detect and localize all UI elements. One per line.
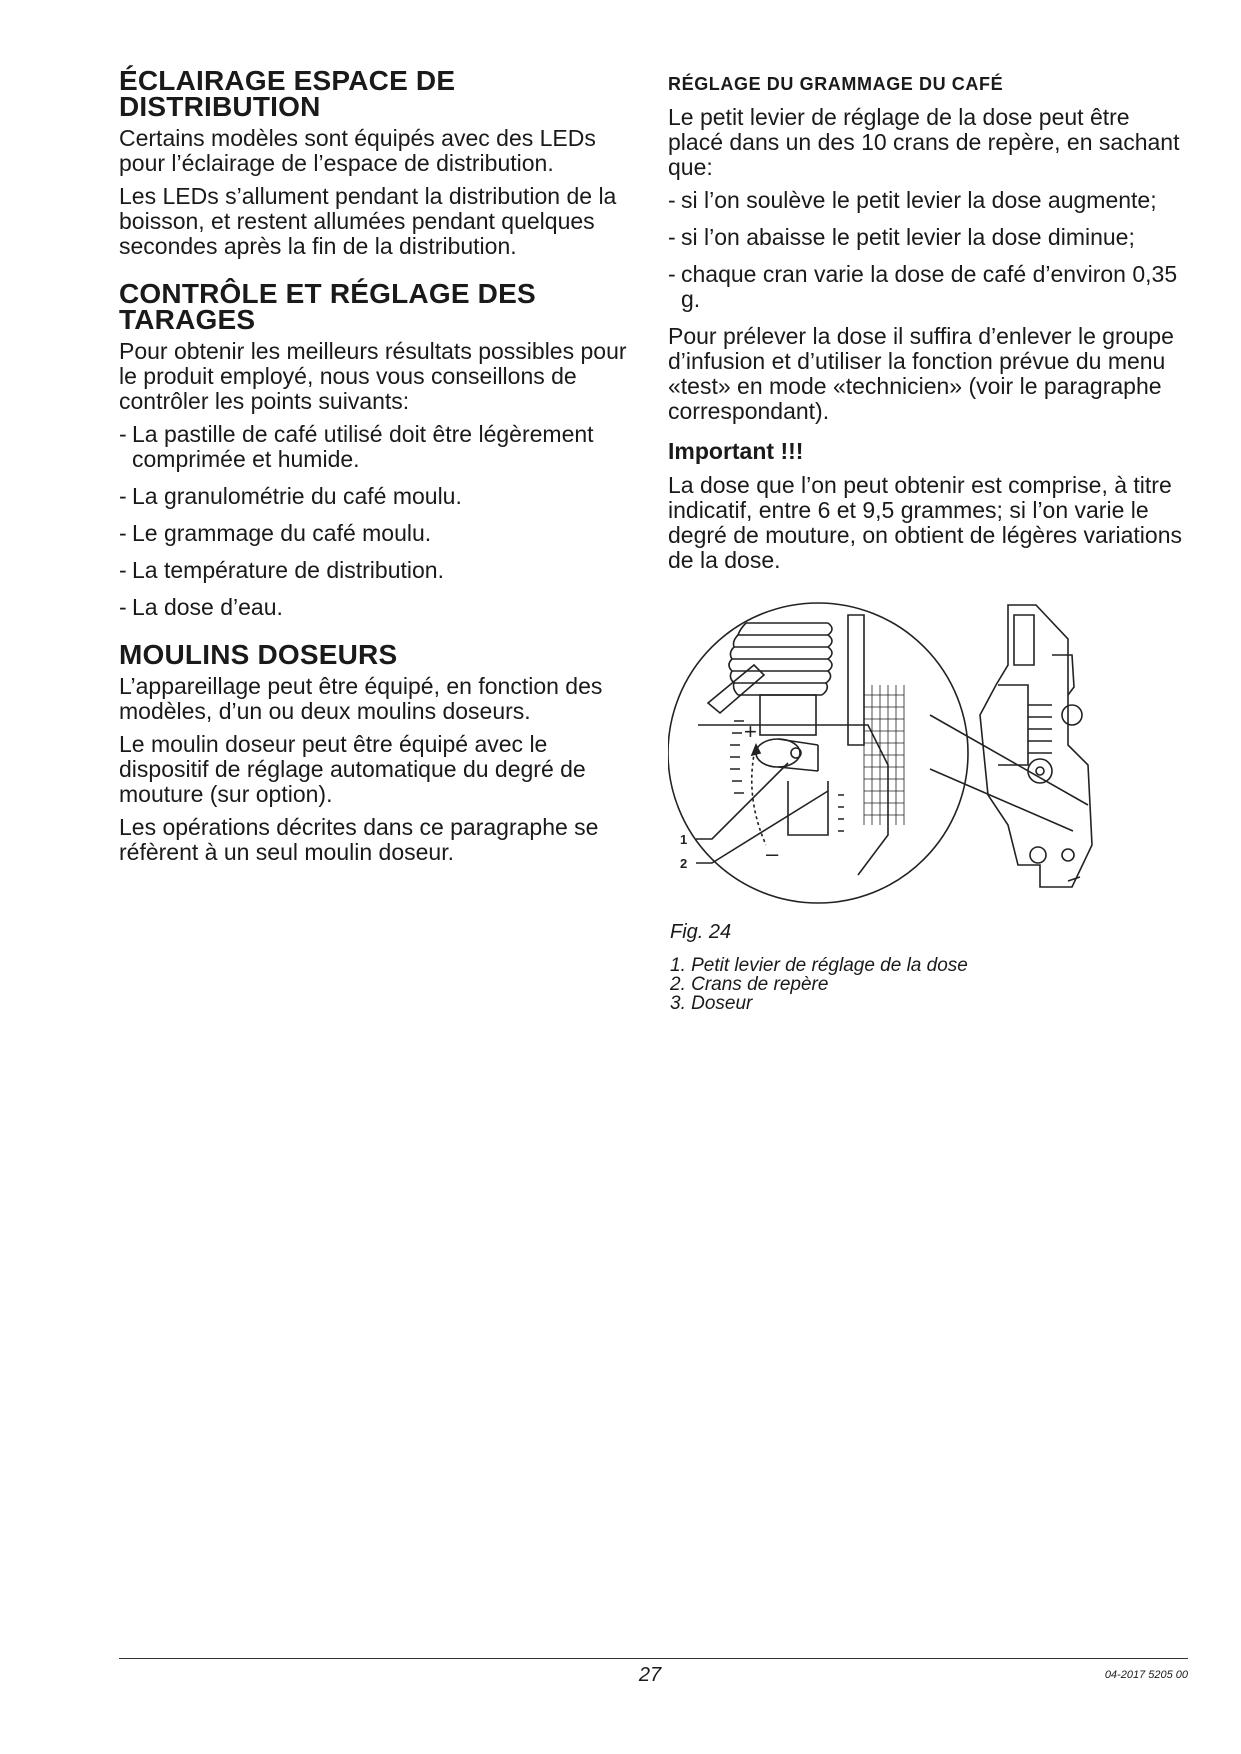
left-column bbox=[119, 62, 639, 887]
callout-2: 2 bbox=[680, 856, 688, 871]
shaft bbox=[760, 695, 816, 735]
lever-arm bbox=[708, 665, 764, 713]
doser-gear bbox=[1028, 759, 1052, 783]
legend-item: 1. Petit levier de réglage de la dose bbox=[670, 955, 968, 976]
document-code: 04-2017 5205 00 bbox=[1104, 1669, 1188, 1681]
list-item: - si l’on soulève le petit levier la dose augmente; bbox=[668, 188, 1188, 213]
figure-caption: Fig. 24 bbox=[670, 921, 732, 943]
list-item: - La pastille de café utilisé doit être légèrement comprimée et humide. bbox=[119, 422, 639, 472]
paragraph: Pour obtenir les meilleurs résultats possibles pour le produit employé, nous vous conseillons de contrôler les points suivants: bbox=[119, 338, 627, 414]
right-column bbox=[668, 62, 1188, 1013]
leader-1 bbox=[696, 763, 788, 839]
check-list bbox=[119, 422, 639, 620]
section-title-calibration: CONTRÔLE ET RÉGLAGE DES TARAGES bbox=[119, 278, 536, 335]
list-item: - La dose d’eau. bbox=[119, 595, 639, 620]
footer-divider bbox=[119, 1658, 1188, 1659]
section-title-lighting: ÉCLAIRAGE ESPACE DE DISTRIBUTION bbox=[119, 65, 456, 122]
leader-2 bbox=[696, 791, 828, 863]
paragraph: Les LEDs s’allument pendant la distribution de la boisson, et restent allumées pendant quelques secondes après la fin de la distribution. bbox=[119, 183, 617, 259]
paragraph: Les opérations décrites dans ce paragraphe se réfèrent à un seul moulin doseur. bbox=[119, 814, 599, 865]
zoom-connector bbox=[930, 715, 1088, 831]
list-item: - chaque cran varie la dose de café d’environ 0,35 g. bbox=[668, 262, 1188, 312]
list-item: - Le grammage du café moulu. bbox=[119, 521, 639, 546]
minus-sign: – bbox=[766, 841, 779, 866]
spring-coils bbox=[732, 623, 828, 695]
teeth bbox=[838, 795, 844, 831]
grinder-body bbox=[980, 605, 1092, 887]
motor-cap bbox=[1062, 705, 1082, 725]
callout-1: 1 bbox=[680, 832, 688, 847]
section-title-grinders: MOULINS DOSEURS bbox=[119, 639, 398, 670]
base-bolt bbox=[1030, 847, 1046, 863]
legend-item: 3. Doseur bbox=[670, 993, 753, 1014]
hopper-neck bbox=[1014, 615, 1034, 665]
lower-block bbox=[788, 781, 828, 835]
legend-item: 2. Crans de repère bbox=[670, 974, 829, 995]
section-grinders bbox=[119, 639, 639, 865]
section-lighting bbox=[119, 65, 639, 259]
subsection-title-dose: RÉGLAGE DU GRAMMAGE DU CAFÉ bbox=[668, 74, 1004, 94]
hatch-area bbox=[864, 685, 904, 825]
list-item: - La température de distribution. bbox=[119, 558, 639, 583]
paragraph: Certains modèles sont équipés avec des LEDs pour l’éclairage de l’espace de distribution. bbox=[119, 125, 596, 176]
paragraph: Le petit levier de réglage de la dose peut être placé dans un des 10 crans de repère, en sachant que: bbox=[668, 104, 1180, 180]
grinder-illustration bbox=[668, 595, 1188, 911]
list-item: - si l’on abaisse le petit levier la dose diminue; bbox=[668, 225, 1188, 250]
section-calibration bbox=[119, 278, 639, 620]
side-panel bbox=[998, 685, 1028, 765]
housing bbox=[698, 725, 888, 875]
doser-cylinder bbox=[756, 739, 800, 767]
important-title: Important !!! bbox=[668, 438, 804, 464]
gear-teeth bbox=[1028, 705, 1052, 753]
paragraph: La dose que l’on peut obtenir est comprise, à titre indicatif, entre 6 et 9,5 grammes; si l’on varie le degré de mouture, on obtient de légères variations de la dose. bbox=[668, 472, 1182, 573]
motor-cable bbox=[1052, 655, 1074, 695]
figure-legend bbox=[668, 956, 1188, 1013]
dose-list bbox=[668, 188, 1188, 312]
figure-24 bbox=[668, 595, 1188, 911]
list-item: - La granulométrie du café moulu. bbox=[119, 484, 639, 509]
paragraph: Pour prélever la dose il suffira d’enlever le groupe d’infusion et d’utiliser la fonction prévue du menu «test» en mode «technicien» (voir le paragraphe correspondant). bbox=[668, 323, 1174, 424]
paragraph: Le moulin doseur peut être équipé avec le dispositif de réglage automatique du degré de mouture (sur option). bbox=[119, 731, 586, 807]
notch-marks bbox=[730, 721, 744, 793]
page-number: 27 bbox=[638, 1664, 662, 1686]
plus-sign: + bbox=[744, 719, 757, 744]
tab bbox=[1068, 877, 1080, 881]
paragraph: L’appareillage peut être équipé, en fonction des modèles, d’un ou deux moulins doseurs. bbox=[119, 673, 603, 724]
